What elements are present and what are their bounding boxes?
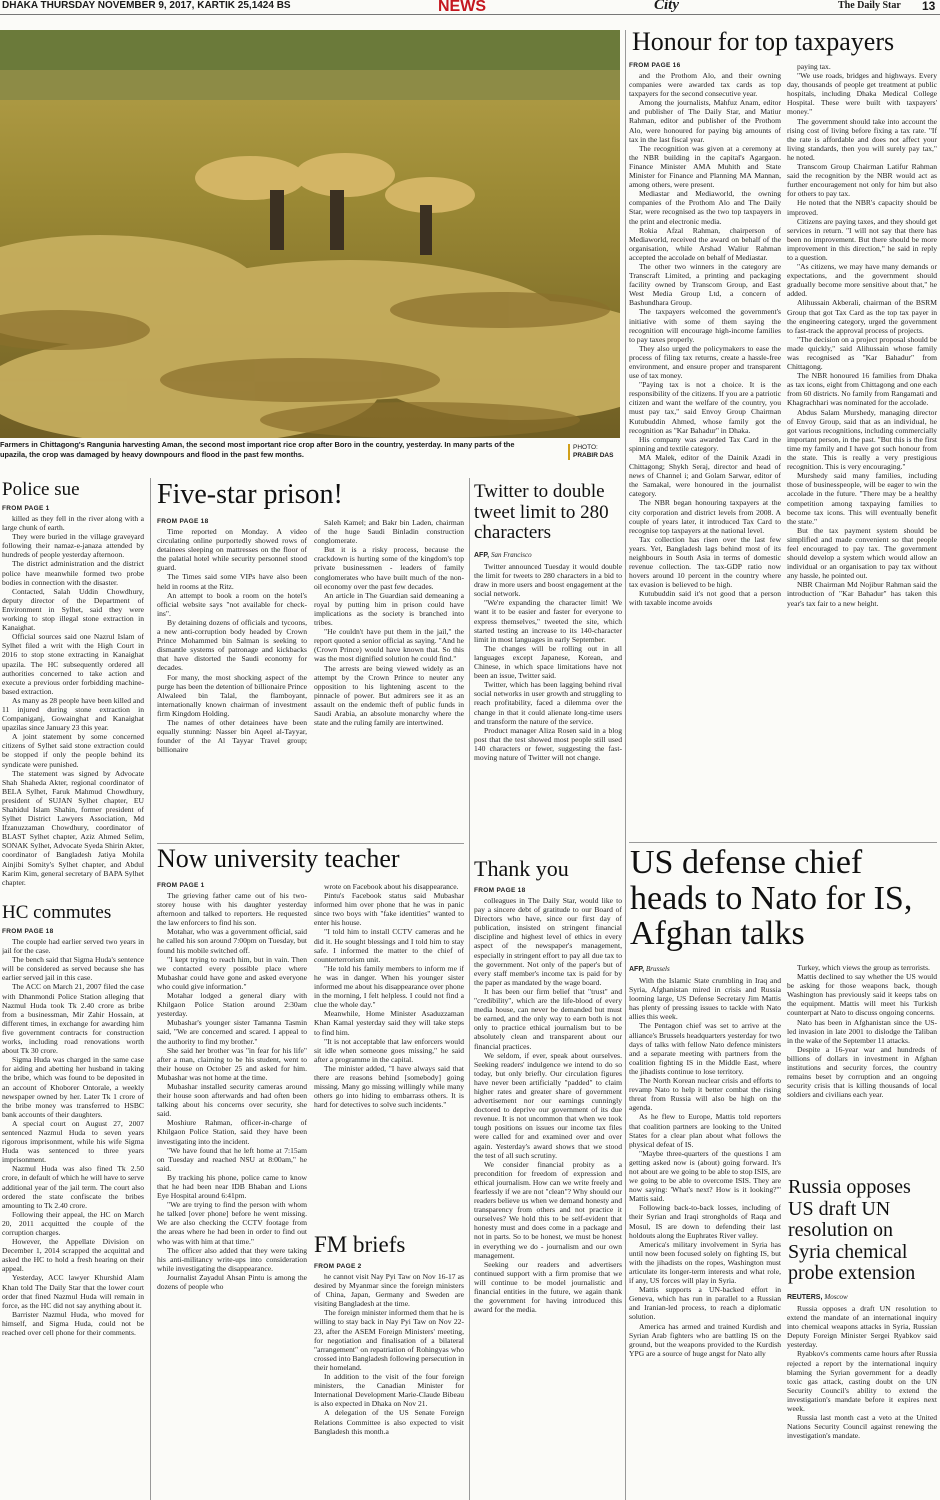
paragraph: MA Malek, editor of the Dainik Azadi in Chittagong; Shykh Seraj, director and head of news of Channel i; and Golam Sarwar, editor of the Samakal, were honoured in the journalist category. [629, 452, 781, 499]
honour-col1 [629, 71, 781, 839]
photo-image [0, 30, 620, 438]
paragraph: The changes will be rolling out in all languages except Japanese, Korean, and Chinese, in which space limitations have not been an issue, Twitter said. [474, 643, 622, 681]
paragraph: Abdus Salam Murshedy, managing director of Envoy Group, said that as an individual, he got various recognitions, including commercially important person, in the past. "But this is the first time my family and I have got such honour from the state. This is really a very prestigious recognition. This is very encouraging." [787, 407, 937, 472]
paragraph: With the Islamic State crumbling in Iraq and Syria, Afghanistan mired in crisis and Russia looming large, US Defense Secretary Jim Mattis has plenty of pressing issues to tackle with Nato allies this week. [629, 976, 781, 1022]
thankyou-body [474, 896, 622, 1500]
paragraph: The minister added, "I have always said that there are reasons behind [somebody] going missing. Many go missing willingly while many others go into hiding to embarrass others. It is hard for detectives to solve such incidents." [314, 1063, 464, 1110]
russia-agency: REUTERS, [787, 1294, 823, 1301]
paragraph: "We use roads, bridges and highways. Every day, thousands of people get treatment at public hospitals, including Dhaka Medical College Hospital. These were built with taxpayers' money." [787, 71, 937, 117]
hc-tag: FROM PAGE 18 [2, 928, 54, 935]
paragraph: Alihussain Akberali, chairman of the BSRM Group that got Tax Card as the top tax payer in the engineering category, urged the government to fast-track the approval process of projects. [787, 298, 937, 335]
paragraph: "We have found that he left home at 7:15am on Tuesday and reached NSU at 8:00am," he said. [157, 1145, 307, 1173]
paragraph: But it is a risky process, because the crackdown is hurting some of the kingdom's top private businessmen - leaders of family conglomerates who have built much of the non-oil economy over the past few decades. [314, 545, 464, 591]
paragraph: The taxpayers welcomed the government's initiative with some of them saying the recognition will encourage high-income families to pay taxes properly. [629, 307, 781, 344]
paragraph: By detaining dozens of officials and tycoons, a new anti-corruption body headed by Crown Prince Mohammed bin Salman is seeking to dismantle systems of patronage and kickbacks that have distorted the Saudi economy for decades. [157, 617, 307, 673]
russia-place: Moscow [824, 1293, 848, 1301]
paragraph: Transcom Group Chairman Latifur Rahman said the recognition by the NBR would act as further encouragement not only for him but also for others to pay tax. [787, 162, 937, 199]
paragraph: Saleh Kamel; and Bakr bin Laden, chairman of the huge Saudi Binladin construction conglomerate. [314, 518, 464, 546]
paragraph: We seldom, if ever, speak about ourselves. Seeking readers' indulgence we intend to do so today, but only briefly. Our circulation figures have never been artificially "padded" to claim higher rates and greater share of government advertisement nor our earnings cunningly doctored to deprive our government of its due revenue. It is not uncommon that when we took tough positions on issues our income tax files were called for and examined over and over again. Yesterday's award shows that we stood the test of all such scrutiny. [474, 1050, 622, 1160]
paragraph: They also urged the policymakers to ease the process of filing tax returns, create a hassle-free environment, and ensure proper and transparent use of tax money. [629, 343, 781, 381]
paragraph: A special court on August 27, 2007 sentenced Nazmul Huda to seven years rigorous imprisonment, while his wife Sigma Huda was sentenced to three years imprisonment. [2, 1118, 144, 1165]
paragraph: As many as 28 people have been killed and 11 injured during stone extraction in Companiganj, Gowainghat and Kanaighat upazilas since January 23 this year. [2, 695, 144, 733]
paragraph: We consider financial probity as a precondition for freedom of expression and ethical journalism. How can we write freely and fearlessly if we are not "clean"? Why should our readers believe us when we demand honesty and transparency from others and not practice it ourselves? We hold this to be self-evident that honesty must and does come in a package and not in parts. So to be honest, we must be honest in everything we do - journalism and our own management. [474, 1159, 622, 1260]
page-number: 13 [922, 0, 936, 13]
paragraph: Seeking our readers and advertisers continued support with a firm promise that we will continue to be model journalistic and financial entities in the future, we again thank the government for having introduced this award for the media. [474, 1259, 622, 1315]
police-headline: Police sue [2, 479, 80, 500]
usdefense-headline: US defense chief heads to Nato for IS, Afghan talks [630, 844, 913, 953]
twitter-body [474, 562, 622, 853]
paragraph: By tracking his phone, police came to know that he had been near IDB Bhaban and Lions Eye Hospital around 6:41pm. [157, 1172, 307, 1201]
prison-col2 [314, 518, 464, 840]
twitter-dateline [474, 551, 532, 559]
paragraph: Twitter announced Tuesday it would double the limit for tweets to 280 characters in a bid to draw in more users and boost engagement at the social network. [474, 562, 622, 599]
paragraph: Mediastar and Mediaworld, the owning companies of the Prothom Alo and The Daily Star, were recognised as the two top taxpayers in the print and electronic media. [629, 189, 781, 226]
paragraph: killed as they fell in the river along with a large chunk of earth. [2, 514, 144, 533]
paragraph: Mubashar's younger sister Tamanna Tasmin said, "We are concerned and scared. I appeal to the authority to find my brother." [157, 1018, 307, 1046]
paragraph: Citizens are paying taxes, and they should get services in return. "I will not say that there has been no improvement. But there should be more improvement in this direction," he said in reply to a question. [787, 216, 937, 262]
twitter-headline: Twitter to double tweet limit to 280 characters [474, 481, 609, 544]
thankyou-headline: Thank you [474, 856, 569, 881]
paragraph: But the tax payment system should be simplified and made convenient so that people feel encouraged to pay tax. The government should develop a system which would allow an individual or an organisation to pay tax without any hassle, he pointed out. [787, 525, 937, 581]
paragraph: wrote on Facebook about his disappearance. [324, 882, 459, 891]
paragraph: Ryabkov's comments came hours after Russia rejected a report by the international inquiry blaming the Syrian government for a deadly toxic gas attack, casting doubt on the UN Security Council's ability to extend the investigation's mandate before it expires next week. [787, 1349, 937, 1414]
paragraph: Mattis supports a UN-backed effort in Geneva, which has run in parallel to a Russian and Iranian-led process, to reach a diplomatic solution. [629, 1285, 781, 1322]
paragraph: For many, the most shocking aspect of the purge has been the detention of billionaire Prince Alwaleed bin Talal, the flamboyant, internationally known chairman of investment firm Kingdom Holding. [157, 672, 307, 718]
police-tag: FROM PAGE 1 [2, 505, 50, 512]
hc-body [2, 937, 144, 1500]
paragraph: The arrests are being viewed widely as an attempt by the Crown Prince to neuter any opposition to his lightening ascent to the pinnacle of power. But admirers see it as an assault on the endemic theft of public funds in Saudi Arabia, an absolute monarchy where the state and the ruling family are intertwined. [314, 663, 464, 728]
photo-caption: Farmers in Chittagong's Rangunia harvesting Aman, the second most important rice crop after Boro in the country, yesterday. In many parts of the upazila, the crop was damaged by heavy downpours and flood in the past few months. [0, 440, 515, 459]
paragraph: paying tax. [797, 62, 831, 71]
paragraph: Motahar lodged a general diary with Khilgaon Police Station around 2:30am yesterday. [157, 991, 307, 1019]
paragraph: Kutubuddin said it's not good that a person with taxable income avoids [629, 589, 781, 608]
paragraph: Moshiure Rahman, officer-in-charge of Khilgaon Police Station, said they have been investigating into the incident. [157, 1118, 307, 1146]
hc-headline: HC commutes [2, 902, 112, 923]
paragraph: The bench said that Sigma Huda's sentence will be considered as served because she has earlier served jail in this case. [2, 955, 144, 983]
paragraph: His company was awarded Tax Card in the spinning and textile category. [629, 434, 781, 453]
paragraph: The couple had earlier served two years in jail for the case. [2, 937, 144, 956]
paragraph: Despite a 16-year war and hundreds of billions of dollars in investment in Afghan institutions and security forces, the country remains beset by corruption and an ongoing security crisis that is killing thousands of local soldiers and civilians each year. [787, 1044, 937, 1100]
usdefense-place: Brussels [646, 965, 670, 973]
university-headline: Now university teacher [157, 844, 400, 873]
photo-credit-name: PRABIR DAS [573, 452, 614, 459]
paragraph: Among the journalists, Mahfuz Anam, editor and publisher of The Daily Star, and Matiur Rahman, editor and publisher of the Prothom Alo, were honoured for paying big amounts of tax in the last fiscal year. [629, 98, 781, 144]
fm-tag: FROM PAGE 2 [314, 1263, 362, 1270]
paragraph: Yesterday, ACC lawyer Khurshid Alam Khan told The Daily Star that the lower court order that fined Nazmul Huda will remain in force, as the HC did not say anything about it. [2, 1273, 144, 1310]
paragraph: The Pentagon chief was set to arrive at the alliance's Brussels headquarters yesterday for two days of talks with fellow Nato defence ministers and a separate meeting with partners from the coalition fighting IS in the Middle East, where the jihadists continue to lose territory. [629, 1021, 781, 1076]
prison-tag: FROM PAGE 18 [157, 518, 209, 525]
paragraph: The officer also added that they were taking his anti-militancy write-ups into consideration while investigating the disappearance. [157, 1245, 307, 1273]
paragraph: "He couldn't have put them in the jail," the report quoted a senior official as saying. "And he (Crown Prince) would have known that. So this was the most dignified solution he could find." [314, 627, 464, 664]
paragraph: Motahar, who was a government official, said he called his son around 7:00pm on Tuesday, but found his mobile switched off. [157, 927, 307, 955]
paragraph: "Maybe three-quarters of the questions I am getting asked now is (about) going forward. It's not about are we going to be able to stop ISIS, are we going to be able to overcome ISIS. They are now saying: 'What's next? How is it looking?'" Mattis said. [629, 1148, 781, 1204]
photo-credit [568, 444, 613, 460]
paragraph: Following back-to-back losses, including of their Syrian and Iraqi strongholds of Raqa and Mosul, IS are down to defending their last holdouts along the Euphrates River valley. [629, 1203, 781, 1240]
paragraph: Product manager Aliza Rosen said in a blog post that the test showed most people still used 140 characters or fewer, suggesting the fast-moving nature of Twitter will not change. [474, 725, 622, 762]
prison-headline: Five-star prison! [157, 479, 343, 510]
paragraph: "We are trying to find the person with whom he talked [over phone] before he went missing. We are also checking the CCTV footage from the areas where he had been in order to find out who was with him at that time." [157, 1200, 307, 1246]
paragraph: They were buried in the village graveyard following their namaz-e-janaza attended by hundreds of people yesterday afternoon. [2, 532, 144, 560]
paragraph: Mubashar installed security cameras around their house soon afterwards and had often been talking about his concerns over security, she said. [157, 1081, 307, 1119]
usdefense-col2 [787, 963, 937, 1176]
paragraph: The recognition was given at a ceremony at the NBR building in the capital's Agargaon. Finance Minister AMA Muhith and State Minister for Finance and Planning MA Mannan, among others, were present. [629, 143, 781, 190]
column-rule [150, 478, 151, 1500]
page-header [0, 0, 940, 15]
paragraph: The NBR began honouring taxpayers at the city corporation and district levels from 2008. A couple of years later, it introduced Tax Card to recognise top taxpayers at the national level. [629, 498, 781, 535]
paragraph: "I told him to install CCTV cameras and he did it. He sought blessings and I told him to stay safe. I informed the matter to the chief of counterterrorism unit. [314, 927, 464, 964]
paragraph: Tax collection has risen over the last few years. Yet, Bangladesh lags behind most of its neighbours in South Asia in terms of domestic revenue collection. The tax-GDP ratio now hovers around 10 percent in the country where tax evasion is believed to be high. [629, 534, 781, 590]
paragraph: It has been our firm belief that "trust" and "credibility", which are the life-blood of every media house, can never be demanded but must be earned, and the only way to earn both is not only to practice ethical journalism but to be absolutely clean and transparent about our financial practices. [474, 986, 622, 1051]
paragraph: The Times said some VIPs have also been held in rooms at the Ritz. [157, 572, 307, 591]
paragraph: "As citizens, we may have many demands or expectations, and the government should gradually become more sensitive about that," he added. [787, 262, 937, 299]
paragraph: Barrister Nazmul Huda, who moved for himself, and Sigma Huda, could not be reached over cell phone for their comments. [2, 1309, 144, 1338]
paragraph: A delegation of the US Senate Foreign Relations Committee is also expected to visit Bangladesh this month.a [314, 1408, 464, 1436]
masthead: The Daily Star [838, 0, 901, 11]
paragraph: Journalist Zayadul Ahsan Pintu is among the dozens of people who [157, 1272, 307, 1292]
section-divider [629, 842, 937, 843]
column-rule [625, 30, 626, 1500]
paragraph: America's military involvement in Syria has until now been focused solely on fighting IS, but with the jihadists on the ropes, Washington must articulate its longer-term interests and what role, if any, US forces will play in Syria. [629, 1239, 781, 1286]
harvest-photo [0, 30, 620, 438]
paragraph: Official sources said one Nazrul Islam of Sylhet filed a writ with the High Court in 2016 to stop stone extracting in Kanaighat upazila. The HC subsequently ordered all authorities concerned to take action and execute a previous order forbidding machine-based extraction. [2, 632, 144, 696]
paragraph: The North Korean nuclear crisis and efforts to revamp Nato to help it better combat the rising threat from Russia will also be high on the agenda. [629, 1076, 781, 1113]
paragraph: As he flew to Europe, Mattis told reporters that coalition partners are looking to the United States for a clear plan about what follows the physical defeat of IS. [629, 1112, 781, 1149]
honour-col2 [787, 62, 937, 868]
paragraph: She said her brother was "in fear for his life" after a man, claiming to be his student, went to their house on October 25 and asked for him. Mubashar was not home at the time. [157, 1045, 307, 1082]
university-col2 [314, 882, 464, 1230]
paragraph: Meanwhile, Home Minister Asaduzzaman Khan Kamal yesterday said they will take steps to find him. [314, 1009, 464, 1037]
paragraph: Turkey, which views the group as terrorists. [797, 963, 930, 972]
usdefense-agency: AFP, [629, 966, 645, 973]
paragraph: The government should take into account the rising cost of living before fixing a tax rate. "If the rate is affordable and does not affect your living standards, then you will surely pay tax," he noted. [787, 116, 937, 162]
paragraph: Pintu's Facebook status said Mubashar informed him over phone that he was in panic since two boys with "fake identities" wanted to enter his house. [314, 891, 464, 928]
paragraph: NBR Chairman Md Nojibur Rahman said the introduction of "Kar Bahadur" has taken this year's tax fair to a new height. [787, 580, 937, 608]
fm-headline: FM briefs [314, 1232, 406, 1257]
paragraph: America has armed and trained Kurdish and Syrian Arab fighters who are battling IS on the ground, but the weapons provided to the Kurdish YPG are a source of huge angst for Nato ally [629, 1321, 781, 1358]
paragraph: Nazmul Huda was also fined Tk 2.50 crore, in default of which he will have to serve additional year of the jail term. The court also ordered the state confiscate the bribes amounting to Tk 2.40 crore. [2, 1164, 144, 1210]
paragraph: The foreign minister informed them that he is willing to stay back in Nay Pyi Taw on Nov 22-23, after the ASEM Foreign Ministers' meeting, for negotiation and finalisation of a bilateral "arrangement" on repatriation of Rohingyas who crossed into Bangladesh following persecution in their homeland. [314, 1308, 464, 1372]
paragraph: "He told his family members to inform me if he was in danger. When his younger sister informed me about his disappearance over phone in the morning, I felt helpless. I could not find a clue the whole day." [314, 963, 464, 1010]
twitter-agency: AFP, [474, 552, 490, 559]
university-tag: FROM PAGE 1 [157, 882, 205, 889]
usdefense-col1 [629, 976, 781, 1500]
paragraph: A joint statement by some concerned citizens of Sylhet said stone extraction could be stopped if only the people behind its syndicate were punished. [2, 732, 144, 769]
section-label: NEWS [438, 0, 486, 15]
paragraph: The grieving father came out of his two-storey house with his daughter yesterday afternoon and talked to reporters. He requested the law enforcers to find his son. [157, 891, 307, 928]
paragraph: An attempt to book a room on the hotel's official website says "not available for check-ins". [157, 590, 307, 618]
paragraph: The statement was signed by Advocate Shah Shaheda Akter, regional coordinator of BELA Sylhet, Faruk Mahmud Chowdhury, president of SUJAN Sylhet chapter, EU Shahidul Islam Shahin, former president of Sylhet District Lawyers Association, Md Ifzanuzzaman Chowdhury, coordinator of BLAST Sylhet chapter, Aziz Ahmed Selim, SONAK Sylhet, Advocate Syeda Shirin Akter, coordinator of Bangladesh Jatiya Mohila Ainjibi Somity's Sylhet chapter, and Abdul Karim Kim, general secretary of BAPA Sylhet chapter. [2, 768, 144, 887]
paragraph: However, the Appellate Division on December 1, 2014 scrapped the acquittal and asked the HC to hold a fresh hearing on their appeal. [2, 1237, 144, 1274]
paragraph: The names of other detainees have been equally stunning: Nasser bin Aqeel al-Tayyar, founder of the Al Tayyar Travel group; billionaire [157, 717, 307, 755]
paragraph: Twitter, which has been lagging behind rival social networks in user growth and struggling to reach profitability, faced a dilemma over the change in that it could alienate long-time users and transform the nature of the service. [474, 680, 622, 726]
column-rule [469, 478, 470, 1500]
paragraph: Following their appeal, the HC on March 20, 2011 acquitted the couple of the corruption charges. [2, 1209, 144, 1237]
paragraph: "It is not acceptable that law enforcers would sit idle when someone goes missing," he said after a programme in the capital. [314, 1036, 464, 1064]
prison-col1 [157, 527, 307, 840]
paragraph: Murshedy said many families, including those of businesspeople, will be eager to win the accolade in the future. "There may be a healthy competition among taxpaying families to become tax icons. This will eventually benefit the state." [787, 471, 937, 526]
paragraph: He noted that the NBR's capacity should be improved. [787, 198, 937, 217]
paragraph: colleagues in The Daily Star, would like to pay a sincere debt of gratitude to our Board of Directors who have, since our first day of publication, insisted on stringent financial discipline and highest level of ethics in every aspect of the newspaper's management, especially in stringent effort to pay all due tax to the government. Not only of the paper's but of every staff member's income tax is paid for by the paper as mandated by the wage board. [474, 896, 622, 987]
paragraph: Time reported on Monday. A video circulating online purportedly showed rows of detainees sleeping on mattresses on the floor of the palatial hotel while security personnel stood guard. [157, 527, 307, 573]
twitter-place: San Francisco [491, 551, 532, 559]
honour-tag: FROM PAGE 16 [629, 62, 681, 69]
police-body [2, 514, 144, 896]
paragraph: Mattis declined to say whether the US would be asking for those weapons back, though Washington has previously said it keeps tabs on the equipment. Mattis will meet his Turkish counterpart at Nato to discuss ongoing concerns. [787, 972, 937, 1018]
city-label: City [654, 0, 679, 13]
university-col1 [157, 891, 307, 1500]
dateline: DHAKA THURSDAY NOVEMBER 9, 2017, KARTIK 25,1424 BS [2, 0, 291, 11]
paragraph: and the Prothom Alo, and their owning companies were awarded tax cards as top taxpayers for the second consecutive year. [629, 71, 781, 99]
paragraph: The NBR honoured 16 families from Dhaka as tax icons, eight from Chittagong and one each from 60 districts. No family from Rangamati and Khagrachhari was nominated for the accolade. [787, 371, 937, 408]
paragraph: Nato has been in Afghanistan since the US-led invasion in late 2001 to dislodge the Taliban in the wake of the September 11 attacks. [787, 1017, 937, 1045]
paragraph: "Paying tax is not a choice. It is the responsibility of the citizens. If you are a patriotic citizen and want the welfare of the country, you must pay tax," said Envoy Group Chairman Kutubuddin Ahmed, whose family got the recognition as "Kar Bahadur" in Dhaka. [629, 380, 781, 435]
usdefense-dateline [629, 965, 670, 973]
russia-dateline [787, 1293, 848, 1301]
paragraph: Sigma Huda was charged in the same case for aiding and abetting her husband in taking the bribe, which was found to be deposited in an account of Khoborer Ontorale, a weekly newspaper owned by her. Later Tk 1 crore of the bribe money was transferred to HSBC bank accounts of their daughters. [2, 1055, 144, 1119]
paragraph: Rokia Afzal Rahman, chairperson of Mediaworld, received the award on behalf of the organisation, while Arshad Waliur Rahman accepted the accolade on behalf of Mediastar. [629, 225, 781, 262]
paragraph: An article in The Guardian said demeaning a royal by putting him in prison could have implications as the society is branched into tribes. [314, 590, 464, 628]
photo-credit-label: PHOTO: [573, 444, 598, 451]
paragraph: Contacted, Salah Uddin Chowdhury, deputy director of the Department of Environment in Sylhet, said they were working to stop illegal stone extraction in Kanaighat. [2, 586, 144, 633]
paragraph: The district administration and the district police have meanwhile formed two probe bodies in connection with the disaster. [2, 559, 144, 587]
russia-body [787, 1304, 937, 1500]
paragraph: "The decision on a project proposal should be made quickly," said Alihussain whose family was recognised as "Kar Bahadur" from Chittagong. [787, 334, 937, 372]
fm-body [314, 1272, 464, 1500]
thankyou-tag: FROM PAGE 18 [474, 887, 526, 894]
paragraph: Russia last month cast a veto at the United Nations Security Council against renewing the investigation's mandate. [787, 1413, 937, 1441]
paragraph: In addition to the visit of the four foreign ministers, the Canadian Minister for International Development Marie-Claude Bibeau is also expected in Dhaka on Nov 21. [314, 1372, 464, 1409]
honour-headline: Honour for top taxpayers [632, 27, 895, 56]
paragraph: "We're expanding the character limit! We want it to be easier and faster for everyone to express themselves," tweeted the site, which started testing an increase to its 140-character limit in most languages in early September. [474, 598, 622, 644]
russia-headline: Russia opposes US draft UN resolution on Syria chemical probe extension [788, 1176, 916, 1285]
paragraph: "I kept trying to reach him, but in vain. Then we contacted every possible place where Mubashar could have gone and asked everyone who could give information." [157, 954, 307, 991]
paragraph: The other two winners in the category are Transcraft Limited, a printing and packaging facility owned by Transcom Group, and East West Media Group Ltd, a concern of Bashundhara Group. [629, 261, 781, 308]
paragraph: he cannot visit Nay Pyi Taw on Nov 16-17 as desired by Myanmar since the foreign ministers of China, Japan, Germany and Sweden are visiting Bangladesh at the time. [314, 1272, 464, 1309]
paragraph: The ACC on March 21, 2007 filed the case with Dhanmondi Police Station alleging that Nazmul Huda took Tk 2.40 crore as bribe from a businessman, Mir Zahir Hossain, at different times, in exchange for awarding him five government contracts for construction works, including road renovations worth about Tk 30 crore. [2, 982, 144, 1056]
paragraph: Russia opposes a draft UN resolution to extend the mandate of an international inquiry into chemical weapons attacks in Syria, Russian Deputy Foreign Minister Sergei Ryabkov said yesterday. [787, 1304, 937, 1350]
